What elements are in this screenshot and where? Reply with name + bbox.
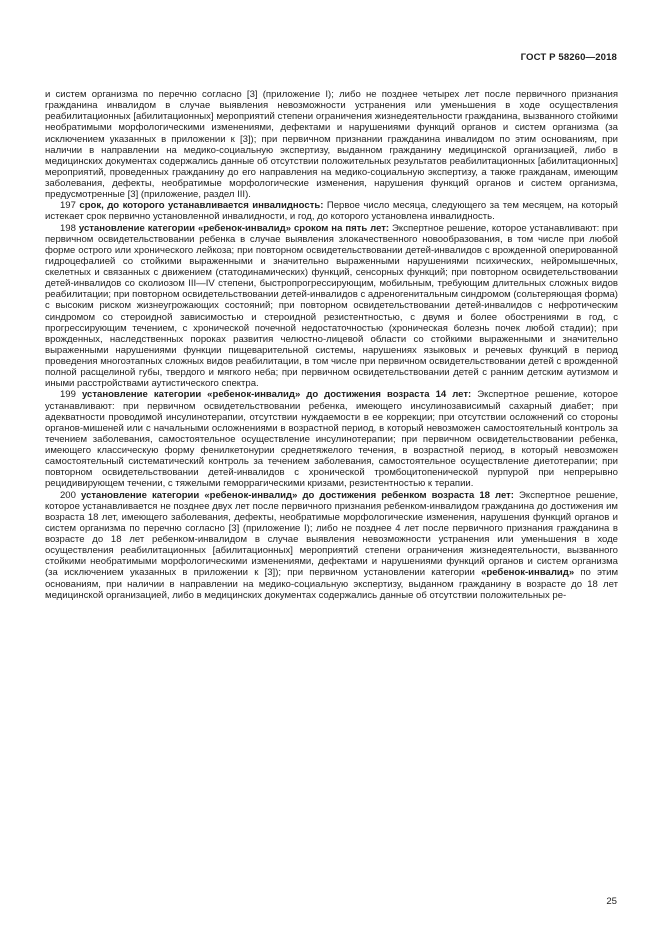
term-number: 198 [60,222,76,234]
term-definition-part1: Экспертное решение, которое устанавливается не позднее двух лет после первичного признания ребенком-инвалидом гражданина до достижения им возраста 18 лет, имеющего заболевания, дефекты, необратимые морфологические изменения, нарушения функций органов и систем организма по перечню согласно [3] (приложение I); либо не позднее 4 лет после первичного признания гражданина в возрасте до 18 лет ребенком-инвалидом в случае выявления невозможности устранения или уменьшения в ходе осуществления реабилитационных [абилитационных] мероприятий степени ограничения жизнедеятельности, вызванного стойкими необратимыми морфологическими изменениями, дефектами и нарушениями функций органов и систем организма (за исключением указанных в приложении к [3]); при первичном установлении категории [45,489,619,579]
term-definition: Экспертное решение, которое устанавливают: при первичном освидетельствовании ребенка в случае выявления злокачественного новообразования, в том числе при любой форме острого или хронического лейкоза; при повторном освидетельствовании детей-инвалидов с врожденной оперированной гидроцефалией со стойкими выраженными и значительно выраженными нарушениями психических, нейромышечных, скелетных и связанных с движением (статодинамических) функций, сенсорных функций; при повторном освидетельствовании детей-инвалидов со сколиозом III—IV степени, быстропрогрессирующим, мобильным, требующим длительных сложных видов реабилитации; при повторном освидетельствовании детей-инвалидов с адреногенитальным синдромом (сольтеряющая форма) с высоким риском жизнеугрожающих состояний; при повторном освидетельствовании детей-инвалидов с нефротическим синдромом со стероидной зависимостью и стероидной резистентностью, с двумя и более обострениями в год, с прогрессирующим течением, с хронической почечной недостаточностью (хроническая болезнь почек любой стадии); при врожденных, наследственных пороках развития челюстно-лицевой области со стойкими выраженными и значительно выраженными нарушениями функции пищеварительной системы, нарушениях языковых и речевых функций в период проведения многоэтапных сложных видов реабилитации, в том числе при первичном освидетельствовании детей с врожденной полной расщелиной губы, твердого и мягкого неба; при первичном освидетельствовании детей с ранним детским аутизмом и иными расстройствами аутистического спектра. [45,222,618,390]
document-body [45,89,618,601]
term-number: 200 [60,489,76,501]
term-inline-bold: «ребенок-инвалид» [481,567,575,579]
document-header [45,52,617,63]
page-footer [606,896,617,907]
term-number: 197 [60,200,76,212]
term-number: 199 [60,389,76,401]
term-entry-198 [45,223,618,390]
term-entry-200 [45,490,618,601]
term-entry-199 [45,389,618,489]
term-title: срок, до которого устанавливается инвалидность: [79,200,324,212]
page-number: 25 [606,896,617,907]
term-entry-197 [45,200,618,222]
standard-designation: ГОСТ Р 58260—2018 [520,52,617,63]
term-definition: Первое число месяца, следующего за тем месяцем, на который истекает срок первично установленной инвалидности, и год, до которого установлена инвалидность. [45,200,618,223]
term-definition-part2: по этим основаниям, при наличии в направлении на медико-социальную экспертизу, выданном гражданину в возрасте до 18 лет медицинской организацией, либо в медицинских документах содержались данные об отсутствии положительных ре- [45,567,619,601]
term-definition: Экспертное решение, которое устанавливают: при первичном освидетельствовании ребенка, имеющего инсулинозависимый сахарный диабет; при адекватности проводимой инсулинотерапии, отсутствии нуждаемости в ее коррекции; при отсутствии осложнений со стороны органов-мишеней или с начальными осложнениями в возрастной период, в который невозможен самостоятельный контроль за течением заболевания, самостоятельное осуществление инсулинотерапии; при первичном освидетельствовании ребенка, имеющего классическую форму фенилкетонурии среднетяжелого течения, в возрастной период, в который невозможен самостоятельный систематический контроль за течением заболевания, самостоятельное осуществление диетотерапии; при повторном освидетельствовании детей-инвалидов с хронической тромбоцитопенической пурпурой при непрерывно рецидивирующем течении, с тяжелыми геморрагическими кризами, резистентностью к терапии. [45,389,619,490]
term-title: установление категории «ребенок-инвалид» сроком на пять лет: [78,222,390,234]
term-title: установление категории «ребенок-инвалид» до достижения возраста 14 лет: [81,389,472,401]
continuation-paragraph: и систем организма по перечню согласно [3] (приложение I); либо не позднее четырех лет после первичного признания гражданина инвалидом в случае выявления невозможности устранения или уменьшения в ходе осуществления реабилитационных [абилитационных] мероприятий степени ограничения жизнедеятельности гражданина, вызванного стойкими необратимыми морфологическими изменениями, дефектами и нарушениями функций органов и систем организма (за исключением указанных в приложении к [3]); при первичном признании гражданина инвалидом по этим основаниям, при наличии в направлении на медико-социальную экспертизу, выданном гражданину медицинской организацией, либо в медицинских документах содержались данные об отсутствии положительных результатов реабилитационных [абилитационных] мероприятий, проведенных гражданину до его направления на медико-социальную экспертизу, а также гражданам, имеющим заболевания, дефекты, необратимые морфологические изменения, нарушения функций органов и систем организма, предусмотренные [3] (приложение, раздел III). [45,89,618,201]
term-title: установление категории «ребенок-инвалид» до достижения ребенком возраста 18 лет: [81,489,514,501]
